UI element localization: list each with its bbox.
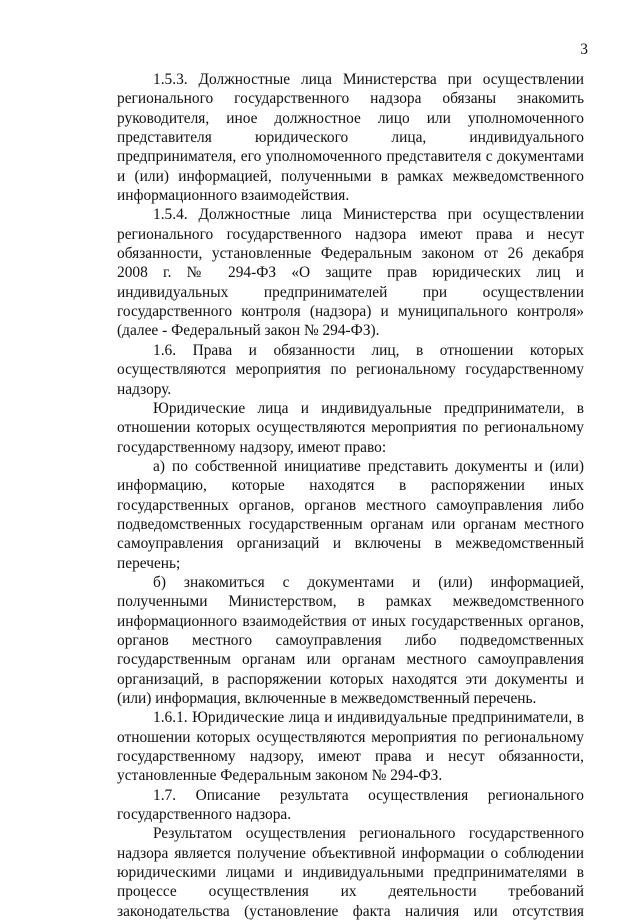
paragraph-1-5-3: 1.5.3. Должностные лица Министерства при осуществлении регионального государственного надзора обязаны знакомить руководителя, иное должностное лицо или уполномоченного представителя юридического лица, индивидуального предпринимателя, его уполномоченного представителя с документами и (или) информацией, полученными в рамках межведомственного информационного взаимодействия.	[117, 71, 584, 205]
page-number: 3	[580, 41, 588, 58]
document-body	[117, 70, 584, 921]
paragraph-1-5-4: 1.5.4. Должностные лица Министерства при осуществлении регионального государственного надзора имеют права и несут обязанности, установленные Федеральным законом от 26 декабря 2008 г. № 294-ФЗ «О защите прав юридических лиц и индивидуальных предпринимателей при осуществлении государственного контроля (надзора) и муниципального контроля» (далее - Федеральный закон № 294-ФЗ).	[117, 206, 584, 340]
paragraph-1-7: 1.7. Описание результата осуществления регионального государственного надзора.	[117, 786, 584, 824]
paragraph-rights-intro: Юридические лица и индивидуальные предприниматели, в отношении которых осуществляются мероприятия по региональному государственному надзору, имеют право:	[117, 399, 584, 456]
paragraph-1-6: 1.6. Права и обязанности лиц, в отношении которых осуществляются мероприятия по региональному государственному надзору.	[117, 341, 584, 398]
paragraph-result: Результатом осуществления регионального государственного надзора является получение объективной информации о соблюдении юридическими лицами и индивидуальными предпринимателями в процессе осуществления их деятельности требований законодательства (установление факта наличия или отсутствия	[117, 825, 584, 920]
paragraph-right-b: б) знакомиться с документами и (или) информацией, полученными Министерством, в рамках межведомственного информационного взаимодействия от иных государственных органов, органов местного самоуправления либо подведомственных государственным органам или органам местного самоуправления организаций, в распоряжении которых находятся эти документы и (или) информация, включенные в межведомственный перечень.	[117, 573, 584, 707]
paragraph-right-a: а) по собственной инициативе представить документы и (или) информацию, которые находятся в распоряжении иных государственных органов, органов местного самоуправления либо подведомственных государственным органам или органам местного самоуправления организаций и включены в межведомственный перечень;	[117, 457, 584, 572]
paragraph-1-6-1: 1.6.1. Юридические лица и индивидуальные предприниматели, в отношении которых осуществляются мероприятия по региональному государственному надзору, имеют права и несут обязанности, установленные Федеральным законом № 294-ФЗ.	[117, 709, 584, 785]
